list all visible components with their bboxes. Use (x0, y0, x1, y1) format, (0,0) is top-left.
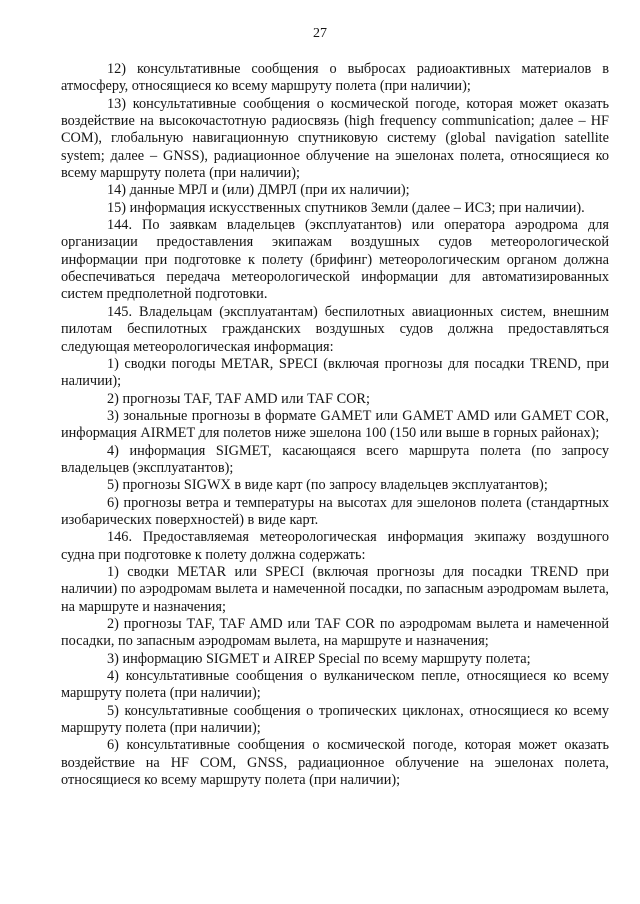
paragraph-145-uas-information: 145. Владельцам (эксплуатантам) беспилотных авиационных систем, внешним пилотам беспилотных гражданских воздушных судов должна предоставляться следующая метеорологическая информация: (61, 303, 609, 355)
paragraph-146-5-tropical-cyclones: 5) консультативные сообщения о тропических циклонах, относящиеся ко всему маршруту полета (при наличии); (61, 702, 609, 737)
paragraph-146-6-space-weather: 6) консультативные сообщения о космической погоде, которая может оказать воздействие на HF COM, GNSS, радиационное облучение на эшелонах полета, относящиеся ко всему маршруту полета (при наличии); (61, 737, 609, 789)
paragraph-146-preflight-information: 146. Предоставляемая метеорологическая информация экипажу воздушного судна при подготовке к полету должна содержать: (61, 529, 609, 563)
paragraph-146-3-sigmet-airep: 3) информацию SIGMET и AIREP Special по всему маршруту полета; (107, 650, 531, 667)
paragraph-15-satellite-information: 15) информация искусственных спутников Земли (далее – ИСЗ; при наличии). (107, 199, 585, 216)
document-body (61, 61, 609, 789)
paragraph-145-6-wind-temperature: 6) прогнозы ветра и температуры на высотах для эшелонов полета (стандартных изобарических поверхностей) в виде карт. (61, 494, 609, 528)
paragraph-145-4-sigmet: 4) информация SIGMET, касающаяся всего маршрута полета (по запросу владельцев (эксплуатантов); (61, 442, 609, 476)
paragraph-145-5-sigwx: 5) прогнозы SIGWX в виде карт (по запросу владельцев эксплуатантов); (107, 477, 548, 494)
paragraph-145-2-taf: 2) прогнозы TAF, TAF AMD или TAF COR; (107, 390, 370, 407)
paragraph-12-radioactive-advisories: 12) консультативные сообщения о выбросах радиоактивных материалов в атмосферу, относящиеся ко всему маршруту полета (при наличии); (61, 61, 609, 95)
page-number: 27 (313, 26, 327, 41)
paragraph-146-2-taf: 2) прогнозы TAF, TAF AMD или TAF COR по аэродромам вылета и намеченной посадки, по запасным аэродромам вылета, на маршруте и назначения; (61, 616, 609, 650)
paragraph-144-briefing: 144. По заявкам владельцев (эксплуатантов) или оператора аэродрома для организации предоставления экипажам воздушных судов метеорологической информации при подготовке к полету (брифинг) метеорологическим органом должна обеспечиваться передача метеорологической информации для автоматизированных систем предполетной подготовки. (61, 217, 609, 303)
paragraph-14-radar-data: 14) данные МРЛ и (или) ДМРЛ (при их наличии); (107, 182, 410, 199)
paragraph-146-4-volcanic-ash: 4) консультативные сообщения о вулканическом пепле, относящиеся ко всему маршруту полета (при наличии); (61, 668, 609, 702)
paragraph-146-1-metar-speci: 1) сводки METAR или SPECI (включая прогнозы для посадки TREND при наличии) по аэродромам вылета и намеченной посадки, по запасным аэродромам вылета, на маршруте и назначения; (61, 563, 609, 615)
paragraph-145-1-metar-speci: 1) сводки погоды METAR, SPECI (включая прогнозы для посадки TREND, при наличии); (61, 355, 609, 390)
paragraph-145-3-gamet-airmet: 3) зональные прогнозы в формате GAMET или GAMET AMD или GAMET COR, информация AIRMET для полетов ниже эшелона 100 (150 или выше в горных районах); (61, 407, 609, 442)
paragraph-13-space-weather-advisories: 13) консультативные сообщения о космической погоде, которая может оказать воздействие на высокочастотную радиосвязь (high frequency communication; далее – HF COM), глобальную навигационную спутниковую систему (global navigation satellite system; далее – GNSS), радиационное облучение на эшелонах полета, относящиеся ко всему маршруту полета (при наличии); (61, 95, 609, 182)
